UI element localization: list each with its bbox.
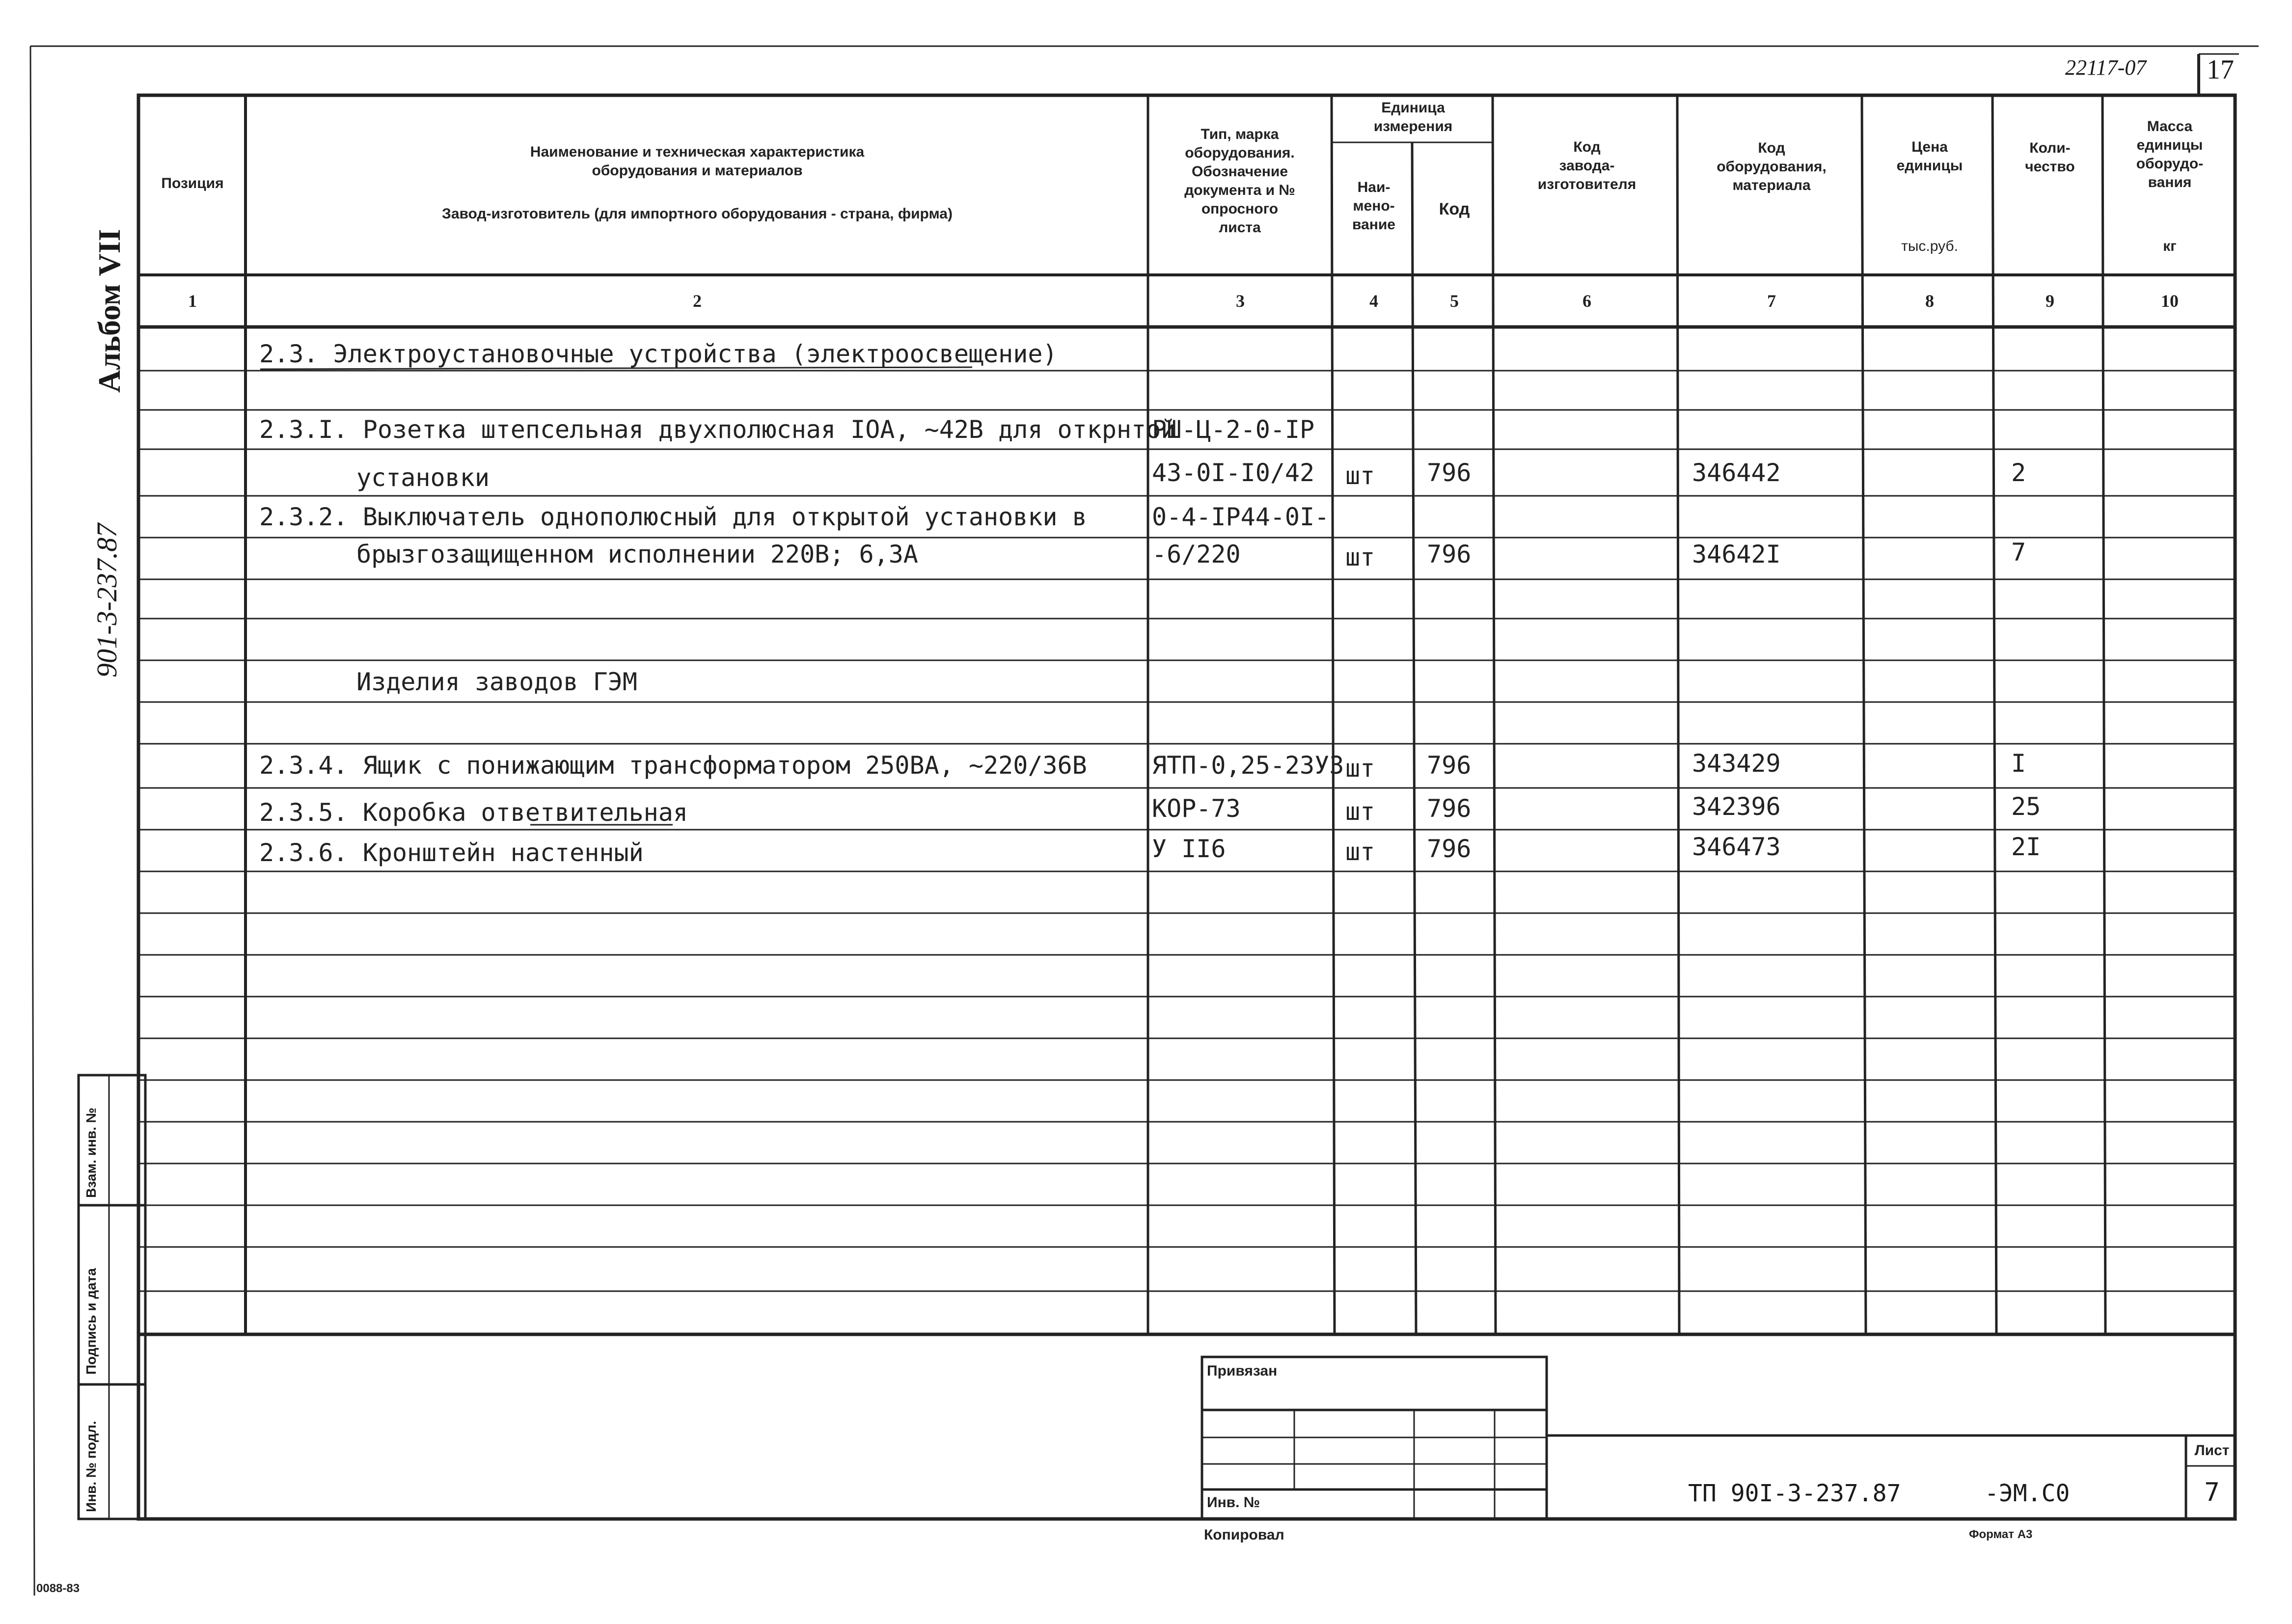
header-unit-name-line2: мено- [1353,198,1395,214]
podpis-label: Подпись и дата [83,1268,99,1375]
header-mass-unit: кг [2163,238,2177,254]
row-231-type-cont: 43-0I-I0/42 [1152,459,1315,487]
header-material-code-line2: оборудования, [1717,159,1827,175]
format-label: Формат А3 [1969,1528,2033,1541]
inv-podl-label: Инв. № подл. [83,1421,99,1512]
vzam-inv-label: Взам. инв. № [83,1108,99,1198]
corner-code: 0088-83 [36,1582,80,1595]
row-235-material: 342396 [1692,792,1781,821]
privyazan-label: Привязан [1207,1363,1278,1379]
row-234-code: 796 [1427,751,1472,780]
row-234-unit: шт [1345,754,1375,783]
header-unit-code: Код [1439,200,1470,218]
header-factory-code-line3: изготовителя [1537,176,1637,192]
row-236-type: У II6 [1152,835,1226,863]
col-number-4: 4 [1369,291,1378,311]
kopiroval-label: Копировал [1204,1527,1284,1543]
row-232-name: 2.3.2. Выключатель однополюсный для открытой установки в [259,503,1087,531]
header-unit-line2: измерения [1373,118,1453,135]
list-label: Лист [2194,1442,2230,1459]
row-231-name-cont: установки [356,463,490,492]
row-236-material: 346473 [1692,833,1781,861]
col-number-7: 7 [1767,291,1776,311]
header-mass-line2: единицы [2136,137,2203,153]
header-factory-code-line2: завода- [1559,158,1615,174]
col-number-3: 3 [1236,291,1245,311]
col-number-5: 5 [1450,291,1459,311]
col-number-2: 2 [693,291,702,311]
header-unit-name-line3: вание [1352,217,1395,233]
row-235-type: КОР-73 [1152,794,1241,823]
header-name-line3: Завод-изготовитель (для импортного оборудования - страна, фирма) [442,206,953,222]
row-236-unit: шт [1345,838,1375,866]
row-235-unit: шт [1345,797,1375,826]
row-231-type: РШ-Ц-2-0-IP [1152,415,1315,444]
row-231-unit: шт [1345,461,1375,490]
row-235-code: 796 [1427,794,1472,823]
header-unit-name-line1: Наи- [1357,179,1391,195]
row-232-qty: 7 [2011,538,2026,567]
header-price-unit: тыс.руб. [1901,238,1958,254]
header-type-line5: опросного [1201,201,1279,217]
header-type-line6: листа [1219,219,1261,236]
header-mass-line1: Масса [2147,118,2193,135]
row-235-name: 2.3.5. Коробка ответвительная [259,798,688,827]
header-mass-line3: оборудо- [2136,156,2204,172]
col-number-10: 10 [2161,291,2179,311]
header-qty-line1: Коли- [2029,140,2071,156]
row-234-type: ЯТП-0,25-23У3 [1152,751,1344,780]
col-number-9: 9 [2046,291,2054,311]
row-231-material: 346442 [1692,459,1781,487]
header-type-line3: Обозначение [1191,163,1288,180]
project-code-vertical: 901-3-237.87 [91,523,123,677]
row-gem-subheading: Изделия заводов ГЭМ [356,668,637,696]
designation-suffix: -ЭМ.С0 [1985,1480,2070,1507]
row-section-heading: 2.3. Электроустановочные устройства (электроосвещение) [259,340,1058,368]
header-material-code-line3: материала [1732,177,1811,193]
row-235-qty: 25 [2011,792,2041,821]
row-231-code: 796 [1427,459,1472,487]
header-mass-line4: вания [2148,174,2192,190]
row-231-qty: 2 [2011,459,2026,487]
header-material-code-line1: Код [1758,140,1785,156]
header-unit-line1: Единица [1381,100,1445,116]
header-type-line2: оборудования. [1185,145,1295,161]
header-type-line4: документа и № [1184,182,1295,198]
header-factory-code-line1: Код [1573,139,1601,155]
row-232-type: 0-4-IP44-0I- [1152,503,1330,531]
header-position: Позиция [161,175,224,191]
doc-number: 22117-07 [2065,55,2147,80]
header-price-line2: единицы [1896,158,1963,174]
sheet-top-number: 17 [2207,54,2234,85]
header-type-line1: Тип, марка [1201,126,1279,142]
header-name-line2: оборудования и материалов [592,162,803,179]
row-231-name: 2.3.I. Розетка штепсельная двухполюсная IOA, ~42B для открнтой [259,415,1176,444]
row-234-name: 2.3.4. Ящик с понижающим трансформатором 250ВА, ~220/36В [259,751,1087,780]
row-236-name: 2.3.6. Кронштейн настенный [259,839,644,867]
col-number-1: 1 [188,291,197,311]
inv-no-label: Инв. № [1207,1494,1260,1511]
col-number-6: 6 [1583,291,1591,311]
col-number-8: 8 [1925,291,1934,311]
row-234-material: 343429 [1692,749,1781,778]
header-qty-line2: чество [2025,159,2075,175]
row-232-type-cont: -6/220 [1152,540,1241,568]
row-232-unit: шт [1345,543,1375,571]
row-232-name-cont: брызгозащищенном исполнении 220В; 6,3А [356,540,918,568]
list-number: 7 [2204,1478,2220,1507]
designation-code: ТП 90I-3-237.87 [1688,1480,1901,1507]
album-label: Альбом VII [92,229,127,393]
row-236-qty: 2I [2011,833,2041,861]
row-236-code: 796 [1427,835,1472,863]
row-232-material: 34642I [1692,540,1781,568]
row-234-qty: I [2011,749,2026,778]
header-price-line1: Цена [1911,139,1948,155]
row-232-code: 796 [1427,540,1472,568]
header-name-line1: Наименование и техническая характеристика [530,144,865,160]
